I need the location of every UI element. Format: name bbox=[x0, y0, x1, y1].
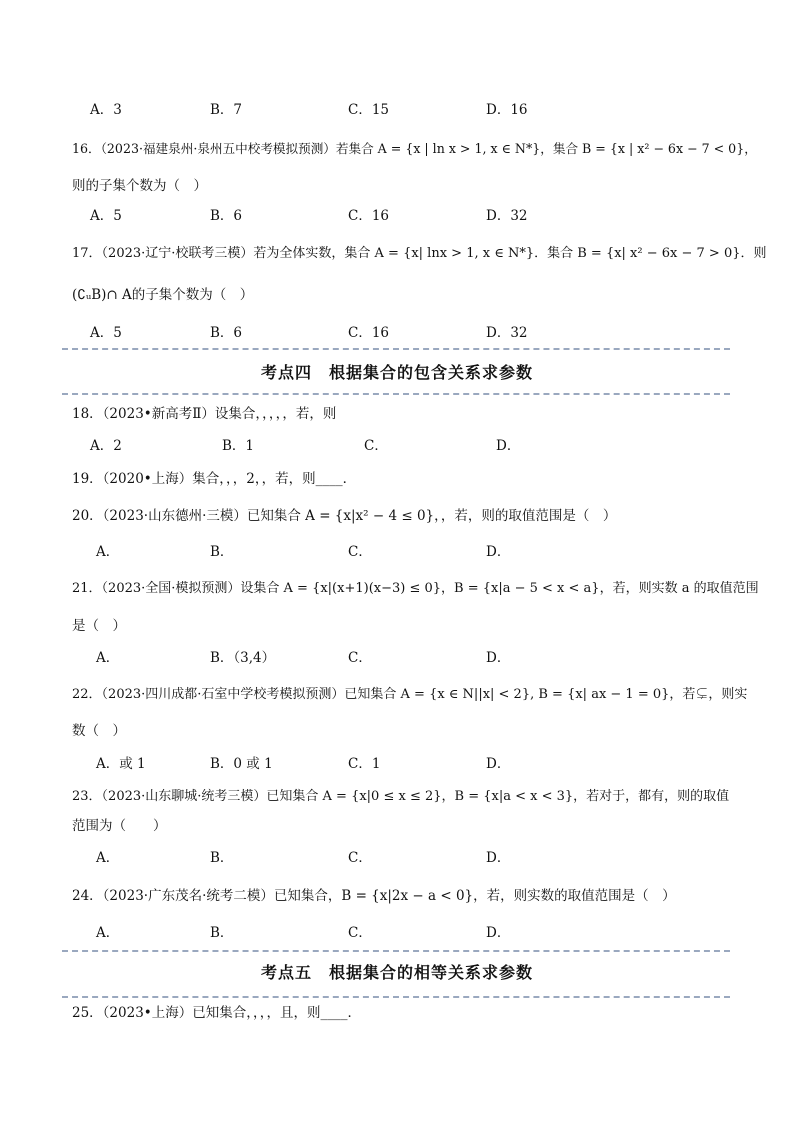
q24-option-b: B． bbox=[210, 925, 234, 941]
q17-option-b: B．6 bbox=[210, 325, 243, 341]
q15-option-c: C．15 bbox=[348, 102, 390, 118]
q23-stem-cont: 范围为（ ） bbox=[72, 818, 167, 834]
q20-option-d: D． bbox=[486, 544, 511, 560]
q18-stem: 18．（2023•新高考Ⅱ）设集合，，，，，若，则 bbox=[72, 406, 337, 422]
section4-bottom-divider bbox=[62, 393, 730, 395]
section4-top-divider bbox=[62, 348, 730, 350]
q22-option-d: D． bbox=[486, 756, 511, 772]
q17-option-a: A．5 bbox=[90, 325, 122, 341]
q16-stem-cont: 则的子集个数为（ ） bbox=[72, 178, 207, 194]
q25-stem: 25．（2023•上海）已知集合，，，，且，则____． bbox=[72, 1005, 361, 1021]
q16-option-b: B．6 bbox=[210, 208, 243, 224]
q20-option-a: A． bbox=[96, 544, 120, 560]
q18-option-d: D． bbox=[496, 438, 521, 454]
q16-stem: 16．（2023·福建泉州·泉州五中校考模拟预测）若集合 A = {x | ln x > 1, x ∈ N*}，集合 B = {x | x² − 6x − 7 < 0}， bbox=[72, 141, 757, 156]
q23-option-c: C． bbox=[348, 850, 372, 866]
q21-stem: 21．（2023·全国·模拟预测）设集合 A = {x|(x+1)(x−3) ≤ 0}，B = {x|a − 5 < x < a}，若，则实数 a 的取值范围 bbox=[72, 581, 759, 596]
q24-stem: 24．（2023·广东茂名·统考二模）已知集合，B = {x|2x − a < 0}，若，则实数的取值范围是（ ） bbox=[72, 888, 676, 904]
section5-heading: 考点五 根据集合的相等关系求参数 bbox=[260, 963, 533, 982]
q22-stem: 22．（2023·四川成都·石室中学校考模拟预测）已知集合 A = {x ∈ N||x| < 2}, B = {x| ax − 1 = 0}，若⊊，则实 bbox=[72, 687, 748, 702]
q15-option-b: B．7 bbox=[210, 102, 243, 118]
q24-option-a: A． bbox=[96, 925, 120, 941]
q16-option-c: C．16 bbox=[348, 208, 390, 224]
q22-option-b: B．0 或 1 bbox=[210, 756, 273, 772]
q18-option-c: C． bbox=[364, 438, 388, 454]
q17-stem: 17．（2023·辽宁·校联考三模）若为全体实数，集合 A = {x| lnx > 1, x ∈ N*}．集合 B = {x| x² − 6x − 7 > 0}．则 bbox=[72, 246, 767, 261]
q21-option-a: A． bbox=[96, 650, 120, 666]
q22-option-c: C．1 bbox=[348, 756, 381, 772]
q16-option-d: D．32 bbox=[486, 208, 528, 224]
q17-option-c: C．16 bbox=[348, 325, 390, 341]
q20-stem: 20．（2023·山东德州·三模）已知集合 A = {x|x² − 4 ≤ 0}，，若，则的取值范围是（ ） bbox=[72, 508, 617, 524]
q22-stem-cont: 数（ ） bbox=[72, 723, 126, 739]
q15-option-a: A．3 bbox=[90, 102, 122, 118]
q23-option-d: D． bbox=[486, 850, 511, 866]
q22-option-a: A．或 1 bbox=[96, 756, 146, 772]
q21-stem-cont: 是（ ） bbox=[72, 618, 126, 634]
q19-stem: 19．（2020•上海）集合，，，2，，若，则____． bbox=[72, 471, 357, 487]
q17-option-d: D．32 bbox=[486, 325, 528, 341]
q23-option-a: A． bbox=[96, 850, 120, 866]
q21-option-c: C． bbox=[348, 650, 372, 666]
q18-option-a: A．2 bbox=[90, 438, 122, 454]
q21-option-d: D． bbox=[486, 650, 511, 666]
q18-option-b: B．1 bbox=[222, 438, 255, 454]
q16-option-a: A．5 bbox=[90, 208, 122, 224]
q17-stem-cont: (∁ᵤB)∩ A的子集个数为（ ） bbox=[72, 287, 254, 303]
q15-option-d: D．16 bbox=[486, 102, 528, 118]
q21-option-b: B．（3,4） bbox=[210, 650, 276, 666]
q20-option-b: B． bbox=[210, 544, 234, 560]
q23-option-b: B． bbox=[210, 850, 234, 866]
section5-top-divider bbox=[62, 950, 730, 952]
q24-option-c: C． bbox=[348, 925, 372, 941]
q23-stem: 23．（2023·山东聊城·统考三模）已知集合 A = {x|0 ≤ x ≤ 2}，B = {x|a < x < 3}，若对于，都有，则的取值 bbox=[72, 789, 730, 804]
q24-option-d: D． bbox=[486, 925, 511, 941]
section5-bottom-divider bbox=[62, 996, 730, 998]
section4-heading: 考点四 根据集合的包含关系求参数 bbox=[260, 363, 533, 382]
q20-option-c: C． bbox=[348, 544, 372, 560]
